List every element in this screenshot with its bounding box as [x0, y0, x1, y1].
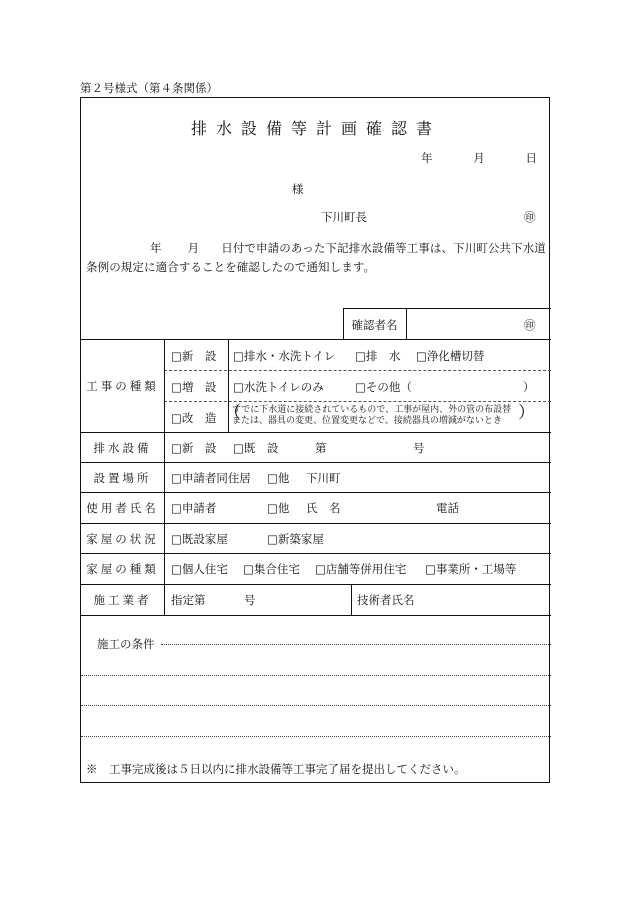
new-construction-checkbox[interactable]: □新 設: [171, 349, 217, 363]
row-line-7: [81, 615, 551, 616]
existing-house-checkbox[interactable]: □既設家屋: [171, 532, 228, 546]
issuer-seal: ㊞: [524, 210, 536, 224]
work-type-divider-1: [164, 370, 551, 371]
conditions-line-3: [81, 705, 551, 706]
row-line-2: [81, 462, 551, 463]
row-line-4: [81, 523, 551, 524]
addition-checkbox[interactable]: □増 設: [171, 380, 217, 394]
modification-checkbox[interactable]: □改 造: [171, 411, 217, 425]
house-type-shop-residence[interactable]: □店舗等併用住宅: [315, 562, 407, 576]
footnote: ※ 工事完成後は５日以内に排水設備等工事完了届を提出してください。: [86, 762, 466, 776]
notice-text: [86, 239, 548, 277]
row-line-1: [81, 432, 551, 433]
option-other-close: ）: [523, 380, 535, 394]
form-title: 排水設備等計画確認書: [190, 119, 441, 138]
approver-label: 確認者名: [351, 318, 398, 332]
drainage-no-prefix: 第: [315, 441, 327, 455]
table-top-line: [81, 339, 551, 340]
contractor-inner-line: [351, 584, 352, 615]
option-flush-toilet-only[interactable]: □水洗トイレのみ: [233, 380, 324, 394]
form-number: 第２号様式（第４条関係）: [80, 81, 218, 95]
conditions-line-2: [81, 675, 551, 676]
house-type-single[interactable]: □個人住宅: [171, 562, 228, 576]
option-septic-switch[interactable]: □浄化槽切替: [416, 349, 485, 363]
drainage-new-checkbox[interactable]: □新 設: [171, 441, 217, 455]
option-drain[interactable]: □排 水: [355, 349, 401, 363]
work-type-label: 工事の種類: [86, 379, 159, 393]
date-month: 月: [473, 151, 485, 165]
location-same-checkbox[interactable]: □申請者同住居: [171, 471, 251, 485]
approver-seal: ㊞: [524, 318, 536, 332]
drainage-label: 排水設備: [93, 441, 152, 455]
house-type-label: 家屋の種類: [86, 562, 159, 576]
option-other[interactable]: □その他（: [355, 380, 412, 394]
body-month: 月: [187, 241, 200, 255]
designated-no-suffix: 号: [244, 593, 256, 607]
drainage-no-suffix: 号: [413, 441, 425, 455]
approver-mid-line: [406, 308, 407, 339]
engineer-name-label: 技術者氏名: [357, 593, 415, 607]
issue-date: [421, 150, 537, 166]
modification-note-close: ）: [518, 403, 535, 423]
modification-note-line1: すでに下水道に接続されているもので、工事が屋内、外の管の布設替: [232, 405, 512, 415]
house-type-multi[interactable]: □集合住宅: [243, 562, 300, 576]
work-type-divider-2: [164, 401, 551, 402]
user-other-checkbox[interactable]: □他: [267, 501, 290, 515]
contractor-label: 施工業者: [93, 593, 152, 607]
house-type-office-factory[interactable]: □事業所・工場等: [425, 562, 517, 576]
confirmation-form: [80, 97, 550, 783]
row-line-3: [81, 492, 551, 493]
conditions-label: 施工の条件: [97, 637, 155, 651]
user-label: 使用者氏名: [86, 501, 159, 515]
date-day: 日: [525, 151, 537, 165]
designated-prefix: 指定第: [171, 593, 206, 607]
issuer-name: 下川町長: [321, 210, 367, 224]
location-label: 設置場所: [93, 471, 152, 485]
conditions-line-4: [81, 736, 551, 737]
house-status-label: 家屋の状況: [86, 532, 159, 546]
user-applicant-checkbox[interactable]: □申請者: [171, 501, 217, 515]
drainage-existing-checkbox[interactable]: □既 設: [233, 441, 279, 455]
body-text: 日付で申請のあった下記排水設備等工事は、下川町公共下水道条例の規定に適合することを確認したので通知します。: [86, 241, 546, 274]
row-line-6: [81, 584, 551, 585]
body-year: 年: [150, 241, 162, 255]
location-other-checkbox[interactable]: □他: [267, 471, 290, 485]
approver-name-field[interactable]: [411, 312, 516, 334]
row-line-5: [81, 553, 551, 554]
date-year: 年: [421, 151, 433, 165]
addressee-suffix: 様: [292, 182, 304, 196]
modification-note-line2: または、器具の変更、位置変更などで、接続器具の増減がないとき: [232, 416, 502, 426]
option-drain-flush-toilet[interactable]: □排水・水洗トイレ: [233, 349, 336, 363]
label-column-line: [164, 339, 165, 615]
approver-top-line: [343, 308, 551, 309]
modification-note-open: （: [224, 403, 241, 423]
new-house-checkbox[interactable]: □新築家屋: [267, 532, 324, 546]
location-town: 下川町: [306, 471, 341, 485]
user-phone-label: 電話: [436, 501, 459, 515]
user-name-label: 氏 名: [306, 501, 341, 515]
conditions-line-1: [161, 644, 551, 645]
